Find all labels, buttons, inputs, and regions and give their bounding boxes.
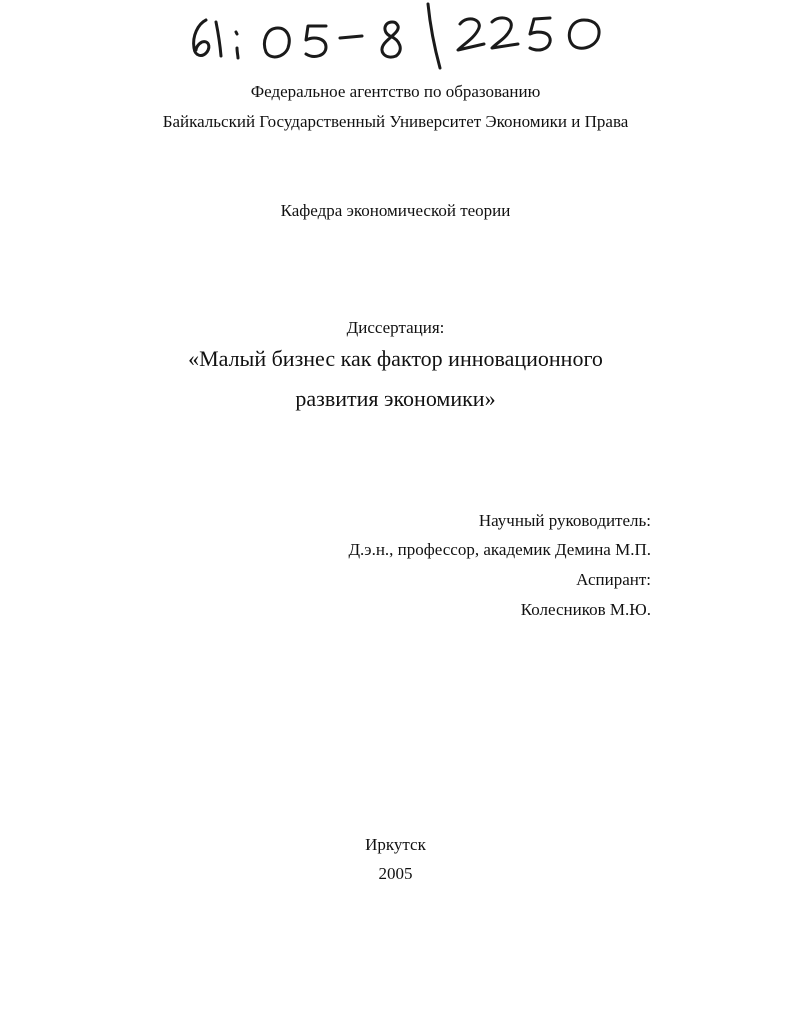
document-type: Диссертация:	[346, 318, 445, 337]
agency-name: Федеральное агентство по образованию	[250, 82, 541, 101]
department-name: Кафедра экономической теории	[280, 201, 511, 220]
aspirant-name: Колесников М.Ю.	[520, 600, 651, 619]
supervisor-label: Научный руководитель:	[478, 511, 651, 530]
year: 2005	[378, 864, 413, 883]
thesis-title-line-1: «Малый бизнес как фактор инновационного	[188, 346, 603, 371]
supervisor-name: Д.э.н., профессор, академик Демина М.П.	[348, 540, 651, 559]
handwritten-shelfmark-drawing	[180, 2, 620, 72]
university-name: Байкальский Государственный Университет Экономики и Права	[162, 112, 629, 131]
aspirant-label: Аспирант:	[576, 570, 651, 589]
thesis-title-line-2: развития экономики»	[295, 386, 496, 411]
city: Иркутск	[365, 835, 426, 854]
handwritten-shelfmark	[180, 2, 620, 72]
